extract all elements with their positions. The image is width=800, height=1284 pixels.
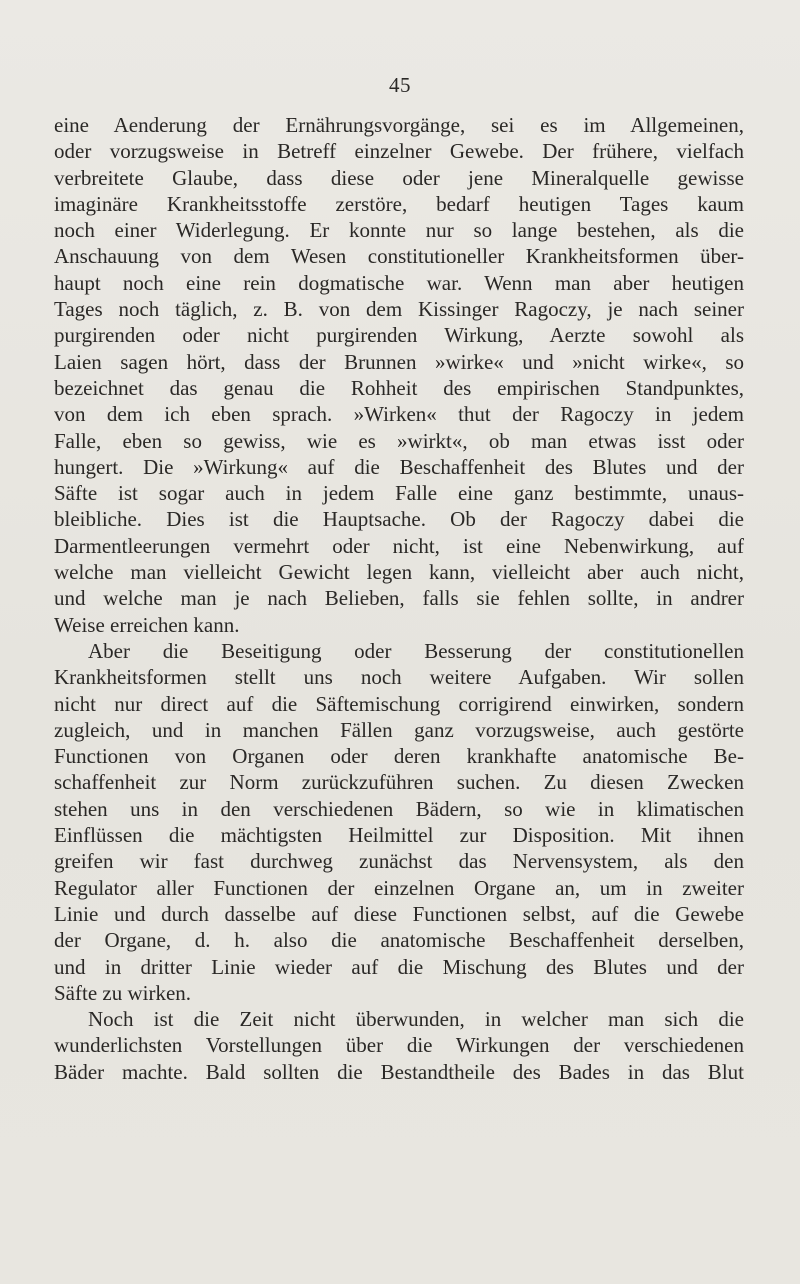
- text-line: Laien sagen hört, dass der Brunnen »wirke« und »nicht wirke«, so: [54, 349, 744, 374]
- text-line: hungert. Die »Wirkung« auf die Beschaffenheit des Blutes und der: [54, 454, 744, 479]
- text-line: bleibliche. Dies ist die Hauptsache. Ob der Ragoczy dabei die: [54, 507, 744, 532]
- text-line: von dem ich eben sprach. »Wirken« thut der Ragoczy in jedem: [54, 402, 744, 427]
- text-line: eine Aenderung der Ernährungsvorgänge, sei es im Allgemeinen,: [54, 113, 744, 137]
- text-line: verbreitete Glaube, dass diese oder jene Mineralquelle gewisse: [54, 165, 744, 190]
- text-line: Linie und durch dasselbe auf diese Functionen selbst, auf die Gewebe: [54, 901, 744, 926]
- text-line: Bäder machte. Bald sollten die Bestandtheile des Bades in das Blut: [54, 1059, 744, 1084]
- text-line: Krankheitsformen stellt uns noch weitere Aufgaben. Wir sollen: [54, 665, 744, 690]
- text-line: schaffenheit zur Norm zurückzuführen suchen. Zu diesen Zwecken: [54, 770, 744, 795]
- text-line: oder vorzugsweise in Betreff einzelner Gewebe. Der frühere, vielfach: [54, 139, 744, 164]
- text-line-paragraph-start: Noch ist die Zeit nicht überwunden, in welcher man sich die: [88, 1007, 744, 1032]
- text-line: Functionen von Organen oder deren krankhafte anatomische Be-: [54, 744, 744, 769]
- text-line-paragraph-end: Säfte zu wirken.: [54, 980, 192, 1005]
- text-line: nicht nur direct auf die Säftemischung corrigirend einwirken, sondern: [54, 691, 744, 716]
- body-text: [54, 112, 744, 1085]
- text-line: imaginäre Krankheitsstoffe zerstöre, bedarf heutigen Tages kaum: [54, 191, 744, 216]
- text-line: Falle, eben so gewiss, wie es »wirkt«, ob man etwas isst oder: [54, 428, 744, 453]
- text-line: Anschauung von dem Wesen constitutioneller Krankheitsformen über-: [54, 244, 744, 269]
- text-line: der Organe, d. h. also die anatomische Beschaffenheit derselben,: [54, 928, 744, 953]
- text-line: wunderlichsten Vorstellungen über die Wirkungen der verschiedenen: [54, 1033, 744, 1058]
- text-line: zugleich, und in manchen Fällen ganz vorzugsweise, auch gestörte: [54, 717, 744, 742]
- text-line: und welche man je nach Belieben, falls sie fehlen sollte, in andrer: [54, 586, 744, 611]
- text-line: noch einer Widerlegung. Er konnte nur so lange bestehen, als die: [54, 218, 744, 243]
- text-line: Darmentleerungen vermehrt oder nicht, ist eine Nebenwirkung, auf: [54, 533, 744, 558]
- text-line-paragraph-start: Aber die Beseitigung oder Besserung der constitutionellen: [88, 638, 744, 663]
- page-number: 45: [389, 73, 411, 97]
- text-line: Tages noch täglich, z. B. von dem Kissinger Ragoczy, je nach seiner: [54, 297, 744, 322]
- text-line-paragraph-end: Weise erreichen kann.: [54, 612, 240, 637]
- text-line: haupt noch eine rein dogmatische war. Wenn man aber heutigen: [54, 270, 744, 295]
- text-line: Einflüssen die mächtigsten Heilmittel zur Disposition. Mit ihnen: [54, 823, 744, 848]
- text-line: stehen uns in den verschiedenen Bädern, so wie in klimatischen: [54, 796, 744, 821]
- text-line: greifen wir fast durchweg zunächst das Nervensystem, als den: [54, 849, 744, 874]
- text-line: welche man vielleicht Gewicht legen kann, vielleicht aber auch nicht,: [54, 560, 744, 585]
- text-line: bezeichnet das genau die Rohheit des empirischen Standpunktes,: [54, 375, 744, 400]
- text-line: purgirenden oder nicht purgirenden Wirkung, Aerzte sowohl als: [54, 323, 744, 348]
- text-line: Säfte ist sogar auch in jedem Falle eine ganz bestimmte, unaus-: [54, 481, 744, 506]
- text-line: Regulator aller Functionen der einzelnen Organe an, um in zweiter: [54, 875, 744, 900]
- text-line: und in dritter Linie wieder auf die Mischung des Blutes und der: [54, 954, 744, 979]
